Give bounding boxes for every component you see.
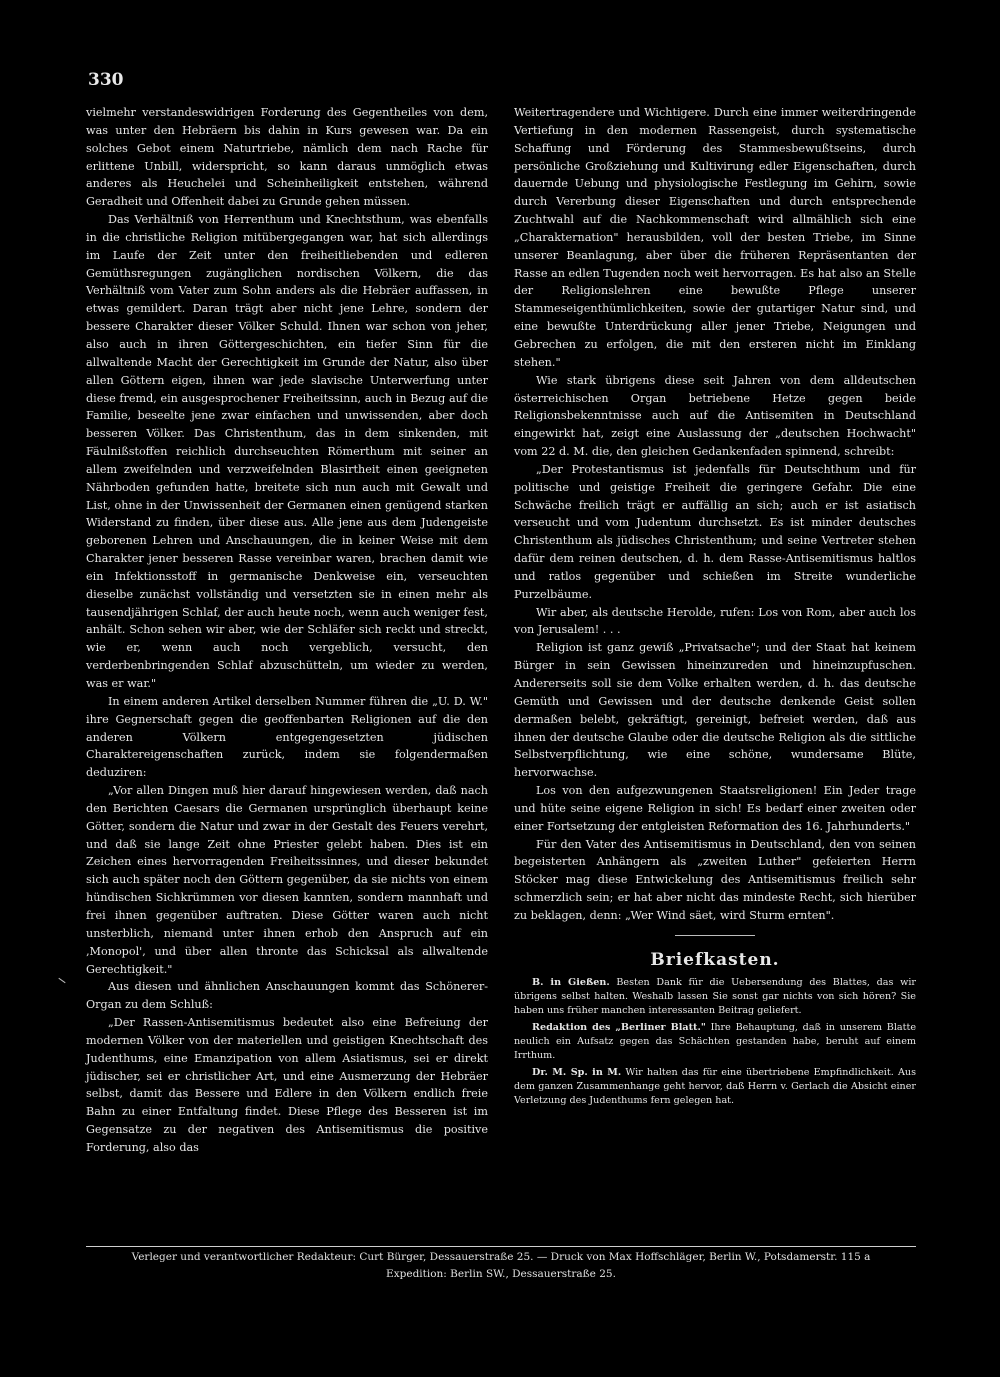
paragraph: Wir aber, als deutsche Herolde, rufen: Los von Rom, aber auch los von Jerusalem! . . . (514, 605, 916, 637)
paragraph: „Der Rassen-Antisemitismus bedeutet also eine Befreiung der modernen Völker von der materiellen und geistigen Knechtschaft des Judenthums, eine Emanzipation von allem Asiatismus, sei er direkt jüdischer, sei er christlicher Art, und eine Ausmerzung der Hebräer selbst, damit das Bessere und Edlere in den Völkern endlich freie Bahn zu einer Entfaltung findet. Diese Pflege des Besseren ist im Gegensatze zu der negativen des Antisemitismus die positive Forderung, also das (86, 1016, 488, 1154)
briefkasten-entry (514, 1066, 916, 1108)
briefkasten-entry (514, 976, 916, 1018)
briefkasten-entry (514, 1021, 916, 1063)
left-column (86, 104, 488, 1157)
briefkasten-heading: Briefkasten. (650, 949, 780, 970)
paragraph: Das Verhältniß von Herrenthum und Knechtsthum, was ebenfalls in die christliche Religion mitübergegangen war, hat sich allerdings im Laufe der Zeit unter den freiheitliebenden und edleren Gemüthsregungen zugänglichen nordischen Völkern, die das Verhältniß vom Vater zum Sohn anders als die Hebräer auffassen, in etwas gemildert. Daran trägt aber nicht jene Lehre, sondern der bessere Charakter dieser Völker Schuld. Ihnen war schon von jeher, also auch in ihren Göttergeschichten, ein tiefer Sinn für die allwaltende Macht der Gerechtigkeit im Grunde der Natur, also über allen Göttern eigen, ihnen war jede slavische Unterwerfung unter diese fremd, ein ausgesprochener Freiheitssinn, auch in Bezug auf die Familie, beseelte jene zwar einfachen und unwissenden, aber doch besseren Völker. Das Christenthum, das in dem sinkenden, mit Fäulnißstoffen reichlich durchseuchten Römerthum mit seiner an allem zweifelnden und verzweifelnden Blasirtheit einen geeigneten Nährboden gefunden hatte, breitete sich nun auch mit Gewalt und List, ohne in der Unwissenheit der Germanen einen genügend starken Widerstand zu finden, über diese aus. Alle jene aus dem Judengeiste geborenen Lehren und Anschauungen, die in keiner Weise mit dem Charakter jener besseren Rasse vereinbar waren, brachen damit wie ein Infektionsstoff in germanische Denkweise ein, verseuchten dieselbe zunächst vollständig und versetzten sie in einen mehr als tausendjährigen Schlaf, der auch heute noch, wenn auch weniger fest, anhält. Schon sehen wir aber, wie der Schläfer sich reckt und streckt, wie er, wenn auch noch vergeblich, versucht, den verderbenbringenden Schlaf abzuschütteln, um wieder zu werden, was er war." (86, 213, 488, 690)
paragraph: vielmehr verstandeswidrigen Forderung des Gegentheiles von dem, was unter den Hebräern bis dahin in Kurs gewesen war. Da ein solches Gebot einem Naturtriebe, nämlich dem nach Rache für erlittene Unbill, widerspricht, so kann daraus unmöglich etwas anderes als Heuchelei und Scheinheiligkeit entstehen, während Geradheit und Offenheit dabei zu Grunde gehen müssen. (86, 106, 488, 209)
right-column (514, 104, 916, 1111)
entry-text: Ihre Behauptung, daß in unserem Blatte neulich ein Aufsatz gegen das Schächten gestanden habe, beruht auf einem Irrthum. (514, 1021, 916, 1061)
paragraph: Los von den aufgezwungenen Staatsreligionen! Ein Jeder trage und hüte seine eigene Religion in sich! Es bedarf einer zweiten oder einer Fortsetzung der entgleisten Reformation des 16. Jahrhunderts." (514, 784, 916, 833)
footer-rule (86, 1246, 916, 1247)
page-number: 330 (88, 70, 124, 90)
section-divider (675, 935, 755, 936)
paragraph: Für den Vater des Antisemitismus in Deutschland, den von seinen begeisterten Anhängern als „zweiten Luther" gefeierten Herrn Stöcker mag diese Entwickelung des Antisemitismus freilich sehr schmerzlich sein; er hat aber nicht das mindeste Recht, sich hierüber zu beklagen, denn: „Wer Wind säet, wird Sturm ernten". (514, 837, 916, 922)
expedition-line: Expedition: Berlin SW., Dessauerstraße 25. (386, 1268, 616, 1280)
paragraph: Religion ist ganz gewiß „Privatsache"; und der Staat hat keinem Bürger in sein Gewissen hineinzureden und hineinzupfuschen. Andererseits soll sie dem Volke erhalten werden, d. h. das deutsche Gemüth und Gewissen und der deutsche denkende Geist sollen dermaßen belebt, gekräftigt, gereinigt, befreiet werden, daß aus ihnen der deutsche Glaube oder die deutsche Religion als die sittliche Selbstverpflichtung, wie eine schöne, wundersame Blüte, hervorwachse. (514, 641, 916, 780)
entry-text: Wir halten das für eine übertriebene Empfindlichkeit. Aus dem ganzen Zusammenhange geht hervor, daß Herrn v. Gerlach die Absicht einer Verletzung des Judenthums fern gelegen hat. (514, 1066, 916, 1106)
paragraph: Weitertragendere und Wichtigere. Durch eine immer weiterdringende Vertiefung in den modernen Rassengeist, durch systematische Schaffung und Förderung des Stammesbewußtseins, durch persönliche Großziehung und Kultivirung edler Eigenschaften, durch dauernde Uebung und physiologische Festlegung im Gehirn, sowie durch Vererbung dieser Eigenschaften und durch entsprechende Zuchtwahl auf die Nachkommenschaft wird allmählich sich eine „Charakternation" herausbilden, voll der besten Triebe, im Sinne unserer Beanlagung, aber über die früheren Repräsentanten der Rasse an edlen Tugenden noch weit hervorragen. Es hat also an Stelle der Religionslehren eine bewußte Pflege unserer Stammeseigenthümlichkeiten, sowie der gutartiger Natur sind, und eine bewußte Unterdrückung aller jener Triebe, Neigungen und Gebrechen zu erfolgen, die mit den ersteren nicht im Einklang stehen." (514, 106, 916, 369)
paragraph: „Vor allen Dingen muß hier darauf hingewiesen werden, daß nach den Berichten Caesars die Germanen ursprünglich überhaupt keine Götter, sondern die Natur und zwar in der Gestalt des Feuers verehrt, und daß sie lange Zeit ohne Priester gelebt haben. Dies ist ein Zeichen eines hervorragenden Freiheitssinnes, und dieser bekundet sich auch später noch den Göttern gegenüber, da sie nichts von einem hündischen Sichkrümmen vor diesen kannten, sondern mannhaft und frei ihnen gegenüber auftraten. Diese Götter waren auch nicht unsterblich, niemand unter ihnen erhob den Anspruch auf ein ‚Monopol', und über allen thronte das Schicksal als allwaltende Gerechtigkeit." (86, 784, 488, 976)
margin-mark (58, 978, 65, 983)
paragraph: Aus diesen und ähnlichen Anschauungen kommt das Schönerer-Organ zu dem Schluß: (86, 980, 488, 1012)
entry-recipient: Redaktion des „Berliner Blatt." (532, 1021, 706, 1033)
paragraph: In einem anderen Artikel derselben Nummer führen die „U. D. W." ihre Gegnerschaft gegen die geoffenbarten Religionen auf die den anderen Völkern entgegengesetzten jüdischen Charaktereigenschaften zurück, indem sie folgendermaßen deduziren: (86, 694, 488, 780)
paragraph: „Der Protestantismus ist jedenfalls für Deutschthum und für politische und geistige Freiheit die geringere Gefahr. Die eine Schwäche freilich trägt er auffällig an sich; auch er ist asiatisch verseucht und vom Judentum durchsetzt. Es ist minder deutsches Christenthum als jüdisches Christenthum; und seine Vertreter stehen dafür dem reinen deutschen, d. h. dem Rasse-Antisemitismus haltlos und ratlos gegenüber und schießen im Streite wunderliche Purzelbäume. (514, 462, 916, 601)
entry-recipient: B. in Gießen. (532, 976, 610, 988)
paragraph: Wie stark übrigens diese seit Jahren von dem alldeutschen österreichischen Organ betriebene Hetze gegen beide Religionsbekenntnisse auch auf die Antisemiten in Deutschland eingewirkt hat, zeigt eine Auslassung der „deutschen Hochwacht" vom 22 d. M. die, den gleichen Gedankenfaden spinnend, schreibt: (514, 373, 916, 459)
entry-text: Besten Dank für die Uebersendung des Blattes, das wir übrigens selbst halten. Weshalb lassen Sie sonst gar nichts von sich hören? Sie haben uns früher manchen interessanten Beitrag geliefert. (514, 976, 916, 1016)
imprint-line: Verleger und verantwortlicher Redakteur: Curt Bürger, Dessauerstraße 25. — Druck von Max Hoffschläger, Berlin W., Potsdamerstr. 115 a (131, 1251, 871, 1263)
entry-recipient: Dr. M. Sp. in M. (532, 1066, 622, 1078)
briefkasten-section (514, 976, 916, 1108)
